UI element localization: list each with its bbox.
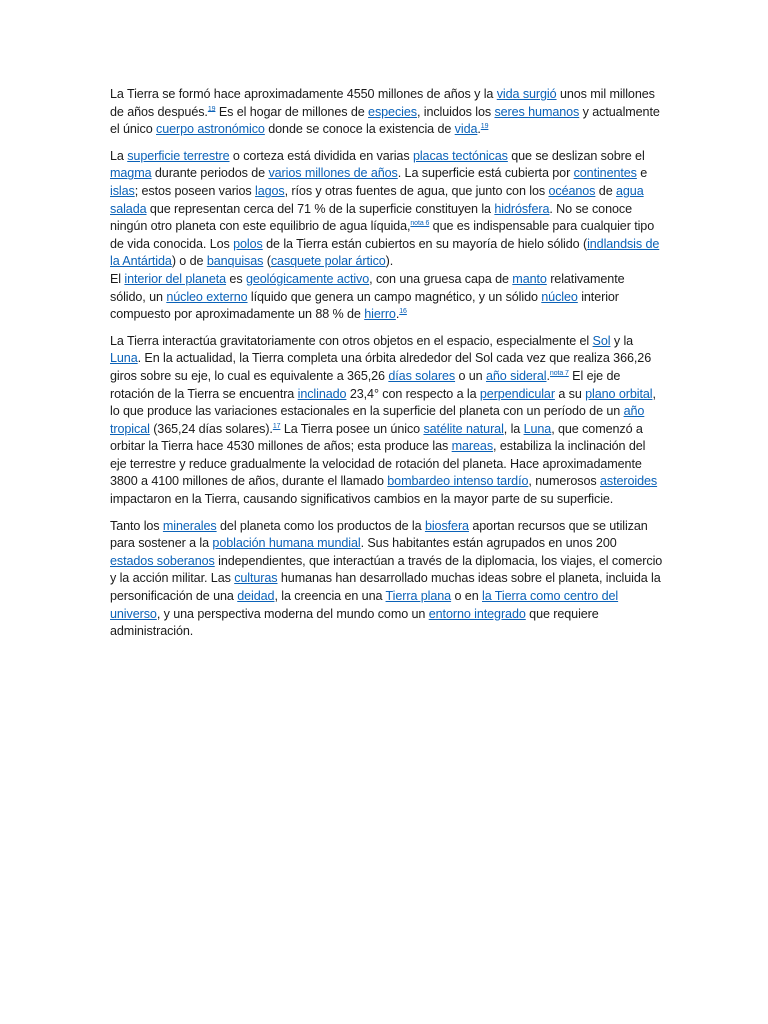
paragraph-text: humanas han desarrollado muchas ideas sobre el planeta, incluida la personificación de una — [110, 571, 661, 604]
paragraph-text: , numerosos — [528, 474, 600, 489]
article-link[interactable]: geológicamente activo — [245, 271, 370, 286]
article-link[interactable]: núcleo — [541, 289, 578, 304]
article-link[interactable]: islas — [110, 183, 135, 198]
article-link[interactable]: vida surgió — [496, 87, 557, 101]
paragraph-text: , incluidos los — [416, 104, 495, 119]
paragraph-text: El — [110, 271, 125, 286]
paragraph-text: interior compuesto por aproximadamente un 88 % de — [110, 289, 619, 322]
paragraph-text: y la — [610, 333, 634, 348]
article-link[interactable]: satélite natural — [423, 421, 504, 436]
article-link[interactable]: lagos — [255, 183, 285, 198]
article-link[interactable]: Sol — [592, 333, 611, 348]
paragraph-text: . La superficie está cubierta por — [397, 166, 574, 181]
paragraph-text: relativamente sólido, un — [110, 271, 625, 304]
article-link[interactable]: deidad — [237, 589, 275, 604]
article-link[interactable]: culturas — [234, 571, 278, 586]
paragraph-text: , estabiliza la inclinación del eje terrestre y reduce gradualmente la velocidad de rotación del planeta. Hace aproximadamente 3800 a 4100 millones de años, durante el llamado — [110, 439, 646, 489]
paragraph-text: e — [636, 166, 648, 181]
paragraph-text: o en — [451, 589, 483, 604]
article-link[interactable]: magma — [110, 166, 152, 181]
article-link[interactable]: interior del planeta — [124, 271, 227, 286]
paragraph-text: , y una perspectiva moderna del mundo como un — [156, 606, 429, 621]
paragraph-text: . — [546, 368, 550, 383]
paragraph-text: . — [395, 307, 400, 322]
article-link[interactable]: polos — [233, 236, 263, 251]
article-body — [110, 86, 663, 641]
article-link[interactable]: asteroides — [600, 474, 658, 489]
paragraph-text: ; estos poseen varios — [134, 183, 256, 198]
footnote-ref[interactable]: 19 — [207, 105, 216, 113]
paragraph-text: La Tierra se formó hace aproximadamente 4550 millones de años y la — [110, 87, 497, 101]
article-link[interactable]: año sideral — [485, 368, 547, 383]
paragraph-text: que es indispensable para cualquier tipo de vida conocida. Los — [110, 219, 655, 251]
paragraph-text: La Tierra posee un único — [280, 421, 424, 436]
article-link[interactable]: superficie terrestre — [127, 148, 230, 163]
article-link[interactable]: plano orbital — [585, 386, 653, 401]
paragraph-text: ) o de — [171, 254, 207, 269]
paragraph-text: 23,4° con respecto a la — [346, 386, 480, 401]
article-link[interactable]: banquisas — [206, 254, 264, 269]
article-link[interactable]: estados soberanos — [110, 553, 215, 568]
paragraph-text: durante periodos de — [151, 166, 269, 181]
article-link[interactable]: hierro — [364, 307, 396, 322]
article-link[interactable]: biosfera — [424, 518, 469, 533]
article-link[interactable]: placas tectónicas — [412, 148, 508, 163]
article-link[interactable]: especies — [368, 104, 417, 119]
paragraph-text: El eje de rotación de la Tierra se encuentra — [110, 368, 621, 401]
paragraph-text: donde se conoce la existencia de — [264, 122, 455, 137]
paragraph-text: . No se conoce ningún otro planeta con este equilibrio de agua líquida, — [110, 201, 632, 234]
article-link[interactable]: océanos — [548, 183, 596, 198]
paragraph — [110, 86, 663, 139]
paragraph-text: ). — [385, 254, 394, 269]
article-link[interactable]: Luna — [110, 351, 138, 366]
paragraph-text: , la — [503, 421, 524, 436]
article-link[interactable]: Tierra plana — [385, 589, 452, 604]
paragraph-text: , lo que produce las variaciones estacionales en la superficie del planeta con un período de un — [110, 386, 656, 419]
paragraph-text: que representan cerca del 71 % de la superficie constituyen la — [146, 201, 495, 216]
article-link[interactable]: agua salada — [110, 183, 644, 216]
article-link[interactable]: entorno integrado — [428, 606, 526, 621]
article-link[interactable]: vida — [454, 122, 478, 137]
paragraph-text: y actualmente el único — [110, 104, 660, 137]
article-link[interactable]: población humana mundial — [212, 536, 361, 551]
article-link[interactable]: mareas — [451, 439, 494, 454]
paragraph-text: aportan recursos que se utilizan para sostener a la — [110, 518, 648, 551]
article-link[interactable]: manto — [512, 271, 547, 286]
footnote-ref[interactable]: nota 7 — [549, 369, 569, 377]
paragraph-text: . Sus habitantes están agrupados en unos 200 — [360, 536, 617, 551]
paragraph-text: unos mil millones de años después. — [110, 87, 655, 119]
footnote-ref[interactable]: nota 6 — [410, 219, 430, 227]
paragraph-text: que se deslizan sobre el — [507, 148, 645, 163]
paragraph-text: o un — [455, 368, 486, 383]
article-link[interactable]: Luna — [523, 421, 552, 436]
article-link[interactable]: seres humanos — [494, 104, 580, 119]
article-link[interactable]: casquete polar ártico — [270, 254, 386, 269]
paragraph-text: o corteza está dividida en varias — [229, 148, 413, 163]
paragraph-text: . — [477, 122, 481, 137]
article-link[interactable]: perpendicular — [479, 386, 555, 401]
paragraph-text: , con una gruesa capa de — [369, 271, 513, 286]
paragraph-text: La — [110, 148, 128, 163]
paragraph-text: Es el hogar de millones de — [215, 104, 369, 119]
article-link[interactable]: bombardeo intenso tardío — [387, 474, 529, 489]
paragraph-text: , ríos y otras fuentes de agua, que junto con los — [284, 183, 549, 198]
article-link[interactable]: minerales — [162, 518, 217, 533]
article-link[interactable]: hidrósfera — [494, 201, 550, 216]
paragraph-text: que requiere administración. — [110, 606, 599, 639]
footnote-ref[interactable]: 17 — [272, 422, 281, 430]
article-link[interactable]: varios millones de años — [268, 166, 398, 181]
paragraph-text: es — [226, 271, 246, 286]
article-link[interactable]: núcleo externo — [166, 289, 248, 304]
article-link[interactable]: año tropical — [110, 404, 645, 436]
paragraph-text: líquido que genera un campo magnético, y un sólido — [247, 289, 542, 304]
paragraph-text: . En la actualidad, la Tierra completa una órbita alrededor del Sol cada vez que realiza 366,26 giros sobre su eje, lo cual es equivalente a 365,26 — [110, 351, 652, 383]
paragraph — [110, 148, 663, 324]
paragraph-text: , la creencia en una — [274, 589, 386, 604]
article-link[interactable]: la Tierra como centro del universo — [110, 589, 619, 621]
paragraph-text: Tanto los — [110, 518, 163, 533]
article-link[interactable]: continentes — [573, 166, 637, 181]
paragraph-text: independientes, que interactúan a través de la diplomacia, los viajes, el comercio y la acción militar. Las — [110, 553, 663, 586]
footnote-ref[interactable]: 19 — [480, 123, 489, 130]
paragraph-text: impactaron en la Tierra, causando significativos cambios en la mayor parte de su superficie. — [110, 492, 614, 507]
footnote-ref[interactable]: 16 — [399, 307, 407, 315]
article-link[interactable]: cuerpo astronómico — [156, 122, 265, 137]
paragraph-text: del planeta como los productos de la — [216, 518, 425, 533]
article-link[interactable]: días solares — [388, 368, 456, 383]
paragraph-text: ( — [263, 254, 271, 269]
paragraph — [110, 333, 663, 509]
paragraph — [110, 518, 663, 641]
paragraph-text: a su — [554, 386, 586, 401]
paragraph-text: de — [595, 183, 616, 198]
paragraph-text: (365,24 días solares). — [149, 421, 273, 436]
article-link[interactable]: indlandsis de la Antártida — [110, 236, 660, 269]
paragraph-text: de la Tierra están cubiertos en su mayoría de hielo sólido ( — [262, 236, 588, 251]
paragraph-text: , que comenzó a orbitar la Tierra hace 4530 millones de años; esta produce las — [110, 421, 643, 454]
article-link[interactable]: inclinado — [297, 386, 347, 401]
paragraph-text: La Tierra interactúa gravitatoriamente con otros objetos en el espacio, especialmente el — [110, 333, 593, 348]
